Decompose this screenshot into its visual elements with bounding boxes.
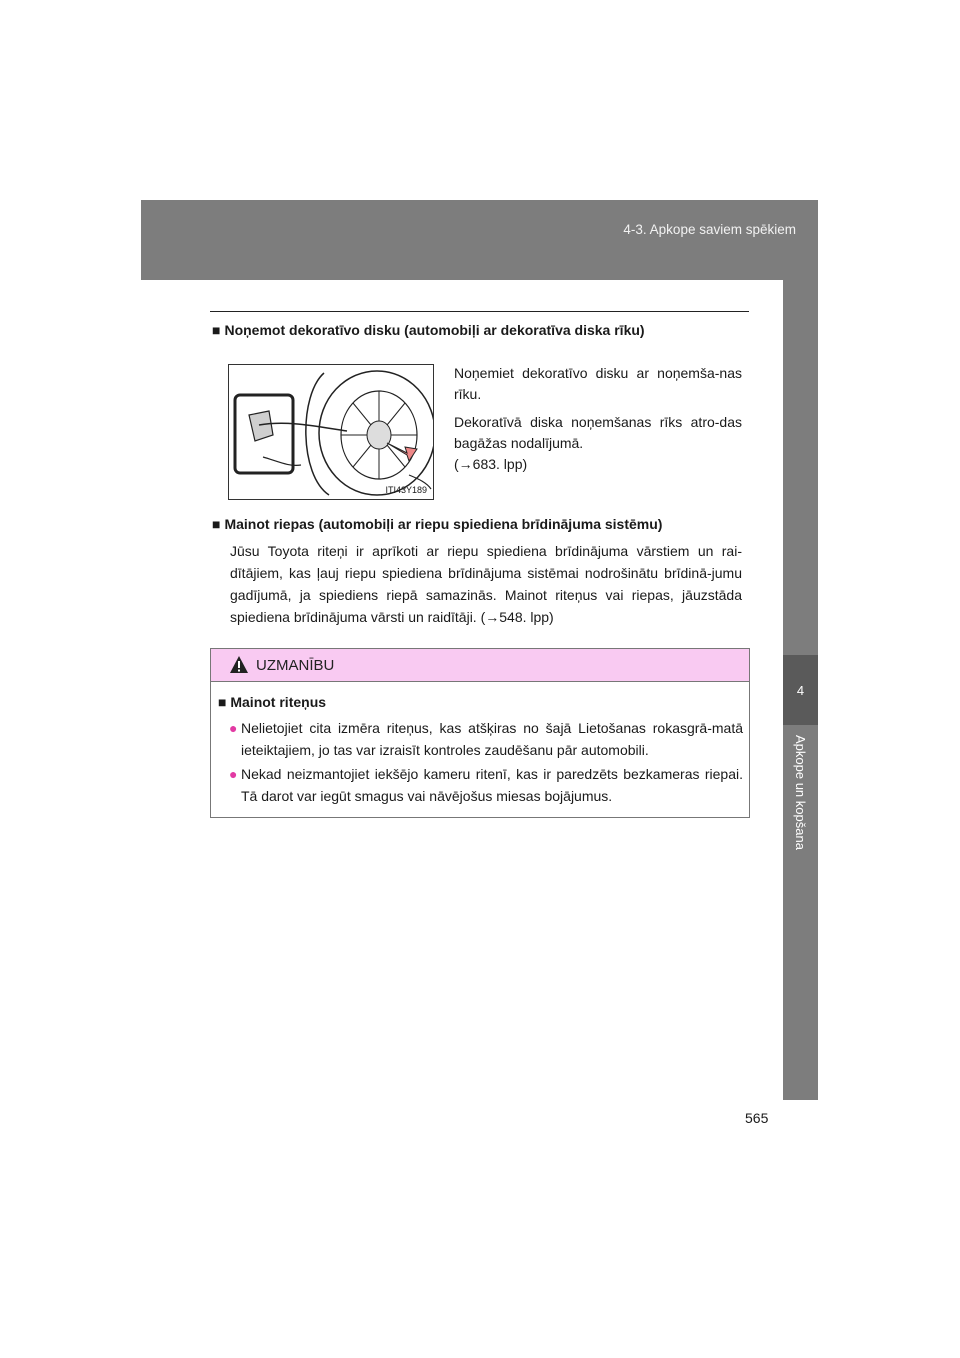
square-bullet-icon: ■ (212, 516, 221, 532)
heading-text: Noņemot dekoratīvo disku (automobiļi ar dekoratīva diska rīku) (224, 322, 645, 338)
circle-bullet-icon: ● (229, 720, 238, 736)
warning-triangle-icon (229, 655, 249, 674)
caution-item-text: Nekad neizmantojiet iekšējo kameru ritenī, kas ir paredzēts bezkameras riepai. Tā darot var iegūt smagus vai nāvējošus miesas bojājumus. (241, 766, 743, 804)
chapter-label: Apkope un kopšana (793, 735, 808, 850)
caption-line-1: Noņemiet dekoratīvo disku ar noņemša-nas rīku. (454, 365, 742, 402)
caption-line-2: Dekoratīvā diska noņemšanas rīks atro-das bagāžas nodalījumā. (454, 414, 742, 451)
section-title: 4-3. Apkope saviem spēkiem (623, 222, 796, 237)
wheel-tool-drawing (229, 365, 433, 499)
section-heading-hubcap (212, 322, 645, 338)
caution-subheading-text: Mainot riteņus (230, 694, 327, 710)
tpms-paragraph: Jūsu Toyota riteņi ir aprīkoti ar riepu spiediena brīdinājuma vārstiem un rai-dītājiem, kas ļauj riepu spiediena brīdinājuma sistēmai nodrošinātu brīdinā-jumu gadījumā, ja spiediens riepā samazinās. Mainot riteņus vai riepas, jāuzstāda spiediena brīdinājuma vārsti un raidītāji. (→548. lpp) (230, 543, 742, 625)
section-heading-tpms (212, 516, 662, 532)
header-band (141, 200, 818, 280)
caution-title: UZMANĪBU (256, 657, 335, 674)
page-number: 565 (745, 1110, 769, 1126)
chapter-number-tab: 4 (783, 655, 818, 725)
square-bullet-icon: ■ (212, 322, 221, 338)
caution-item-text: Nelietojiet cita izmēra riteņus, kas atšķiras no šajā Lietošanas rokasgrā-matā ieteiktajiem, jo tas var izraisīt kontroles zaudēšanu pār automobili. (241, 720, 743, 758)
circle-bullet-icon: ● (229, 766, 238, 782)
caution-item (229, 717, 743, 761)
top-rule (210, 311, 749, 312)
caution-subheading (218, 694, 326, 710)
caution-box (210, 648, 750, 818)
heading-text: Mainot riepas (automobiļi ar riepu spiediena brīdinājuma sistēmu) (224, 516, 663, 532)
chapter-label-tab (783, 725, 818, 1100)
image-code: ITI43Y189 (385, 485, 427, 495)
hubcap-removal-illustration (228, 364, 434, 500)
caution-header (211, 649, 749, 682)
square-bullet-icon: ■ (218, 694, 231, 710)
caption-reference: (→683. lpp) (454, 456, 528, 472)
side-tab-upper (783, 280, 818, 655)
caution-item (229, 763, 743, 807)
